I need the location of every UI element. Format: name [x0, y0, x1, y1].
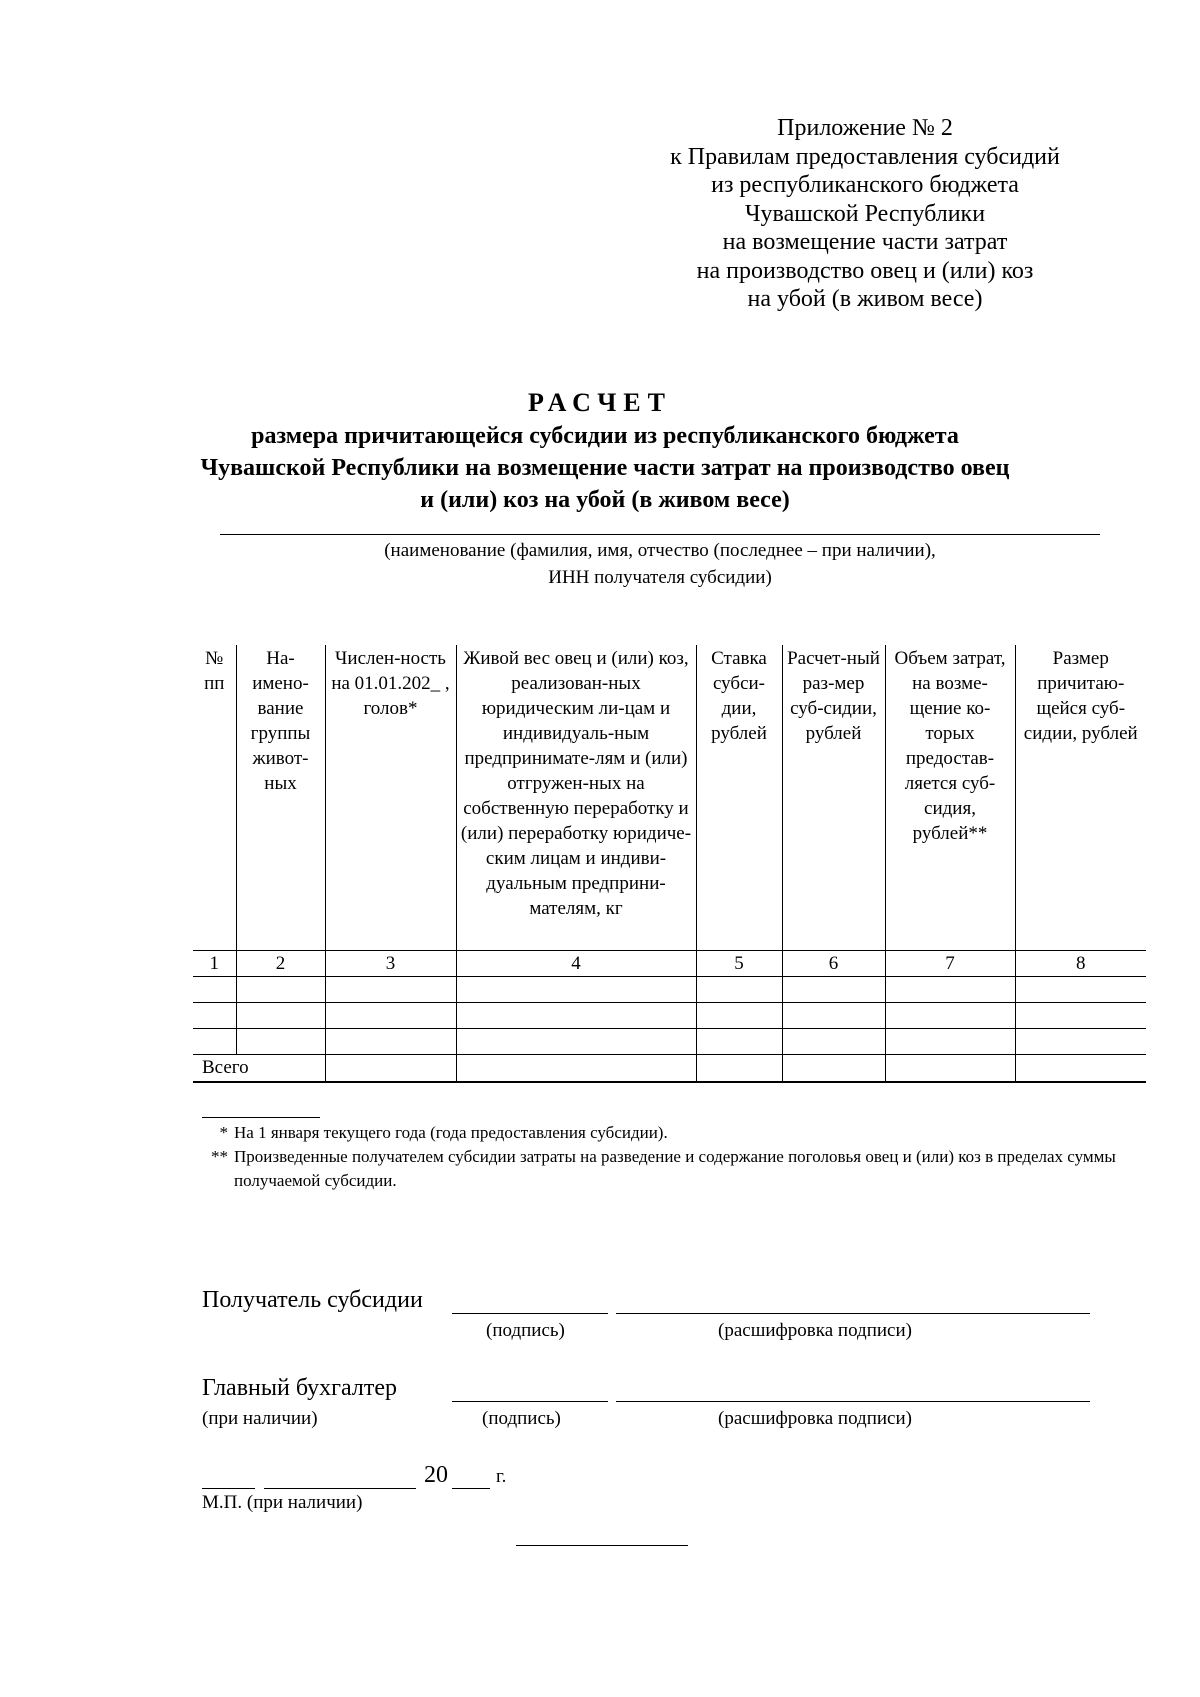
recipient-name-line — [220, 534, 1100, 535]
table-cell[interactable] — [696, 977, 782, 1003]
appendix-line: Чувашской Республики — [744, 200, 986, 227]
column-number: 3 — [325, 951, 456, 977]
table-cell[interactable] — [236, 977, 325, 1003]
table-row — [193, 1003, 1146, 1029]
column-number: 6 — [782, 951, 885, 977]
table-cell[interactable] — [1015, 1003, 1146, 1029]
column-header: На-имено-вание группы живот-ных — [236, 645, 325, 951]
total-label: Всего — [193, 1055, 325, 1083]
table-cell[interactable] — [236, 1003, 325, 1029]
table-cell[interactable] — [1015, 977, 1146, 1003]
column-header: Числен-ность на 01.01.202_ , голов* — [325, 645, 456, 951]
table-cell[interactable] — [325, 977, 456, 1003]
appendix-line: из республиканского бюджета — [711, 172, 1019, 198]
recipient-signature-line[interactable] — [452, 1313, 608, 1314]
table-cell[interactable] — [456, 1029, 696, 1055]
date-month-line[interactable] — [264, 1488, 416, 1489]
date-year-prefix: 20 — [424, 1462, 448, 1488]
accountant-note: (при наличии) — [202, 1408, 318, 1429]
appendix-line: Приложение № 2 — [777, 115, 953, 141]
footnote-mark: ** — [211, 1147, 228, 1166]
column-header: Расчет-ный раз-мер суб-сидии, рублей — [782, 645, 885, 951]
footnote-separator — [202, 1117, 320, 1118]
table-row — [193, 1029, 1146, 1055]
column-header: № пп — [193, 645, 236, 951]
document-subtitle — [150, 420, 1060, 516]
footnote — [202, 1121, 1132, 1145]
decode-caption: (расшифровка подписи) — [718, 1408, 912, 1429]
footnote — [202, 1145, 1132, 1193]
accountant-signature-label: Главный бухгалтер — [202, 1375, 397, 1401]
accountant-decode-line[interactable] — [616, 1401, 1090, 1402]
calculation-table — [193, 645, 1146, 1083]
table-row — [193, 977, 1146, 1003]
recipient-caption-line: (наименование (фамилия, имя, отчество (последнее – при наличии), — [384, 540, 936, 561]
subtitle-line: и (или) коз на убой (в живом весе) — [420, 487, 790, 513]
recipient-caption — [220, 537, 1100, 591]
appendix-line: на возмещение части затрат — [722, 229, 1008, 255]
table-cell[interactable] — [325, 1029, 456, 1055]
table-cell[interactable] — [885, 1029, 1015, 1055]
table-header-row — [193, 645, 1146, 951]
date-year-suffix: г. — [496, 1466, 507, 1487]
table-cell[interactable] — [1015, 1055, 1146, 1083]
column-header: Ставка субси-дии, рублей — [696, 645, 782, 951]
table-cell[interactable] — [696, 1003, 782, 1029]
table-cell[interactable] — [236, 1029, 325, 1055]
column-number: 1 — [193, 951, 236, 977]
column-number: 8 — [1015, 951, 1146, 977]
stamp-note: М.П. (при наличии) — [202, 1492, 363, 1513]
accountant-signature-line[interactable] — [452, 1401, 608, 1402]
table-cell[interactable] — [885, 977, 1015, 1003]
decode-caption: (расшифровка подписи) — [718, 1320, 912, 1341]
column-header: Объем затрат, на возме-щение ко-торых предостав-ляется суб-сидия, рублей** — [885, 645, 1015, 951]
appendix-line: к Правилам предоставления субсидий — [670, 143, 1060, 170]
column-number: 4 — [456, 951, 696, 977]
footnote-text: На 1 января текущего года (года предоставления субсидии). — [234, 1123, 668, 1142]
table-cell[interactable] — [193, 1003, 236, 1029]
table-cell[interactable] — [696, 1055, 782, 1083]
column-header: Живой вес овец и (или) коз, реализован-ных юридическим ли-цам и индивидуаль-ным предпринимате-лям и (или) отгружен-ных на собственную переработку и (или) переработку юридиче-ским лицам и индиви-дуальным предприни-мателям, кг — [456, 645, 696, 951]
table-cell[interactable] — [456, 1003, 696, 1029]
signature-caption: (подпись) — [486, 1320, 565, 1341]
table-cell[interactable] — [193, 977, 236, 1003]
date-year-line[interactable] — [452, 1488, 490, 1489]
signature-caption: (подпись) — [482, 1408, 561, 1429]
table-cell[interactable] — [1015, 1029, 1146, 1055]
table-cell[interactable] — [325, 1055, 456, 1083]
column-number: 7 — [885, 951, 1015, 977]
date-day-line[interactable] — [202, 1488, 255, 1489]
document-title: РАСЧЕТ — [528, 388, 672, 417]
appendix-block — [600, 114, 1130, 314]
column-number-row — [193, 951, 1146, 977]
recipient-signature-label: Получатель субсидии — [202, 1287, 423, 1313]
table-cell[interactable] — [456, 1055, 696, 1083]
table-cell[interactable] — [782, 1029, 885, 1055]
table-cell[interactable] — [782, 1003, 885, 1029]
total-row — [193, 1055, 1146, 1083]
footnote-text: Произведенные получателем субсидии затраты на разведение и содержание поголовья овец и (или) коз в пределах суммы получаемой субсидии. — [234, 1147, 1116, 1190]
appendix-line: на производство овец и (или) коз — [696, 257, 1034, 284]
table-cell[interactable] — [782, 977, 885, 1003]
column-number: 2 — [236, 951, 325, 977]
table-cell[interactable] — [193, 1029, 236, 1055]
column-header: Размер причитаю-щейся суб-сидии, рублей — [1015, 645, 1146, 951]
subtitle-line: размера причитающейся субсидии из республиканского бюджета — [251, 423, 959, 449]
footnote-mark: * — [219, 1123, 228, 1142]
recipient-caption-line: ИНН получателя субсидии) — [548, 567, 772, 588]
table-cell[interactable] — [325, 1003, 456, 1029]
closing-line — [516, 1545, 688, 1546]
table-cell[interactable] — [696, 1029, 782, 1055]
table-cell[interactable] — [885, 1003, 1015, 1029]
recipient-decode-line[interactable] — [616, 1313, 1090, 1314]
subtitle-line: Чувашской Республики на возмещение части затрат на производство овец — [200, 455, 1010, 481]
table-cell[interactable] — [885, 1055, 1015, 1083]
footnotes — [202, 1121, 1132, 1193]
table-cell[interactable] — [782, 1055, 885, 1083]
column-number: 5 — [696, 951, 782, 977]
table-cell[interactable] — [456, 977, 696, 1003]
appendix-line: на убой (в живом весе) — [747, 286, 983, 312]
